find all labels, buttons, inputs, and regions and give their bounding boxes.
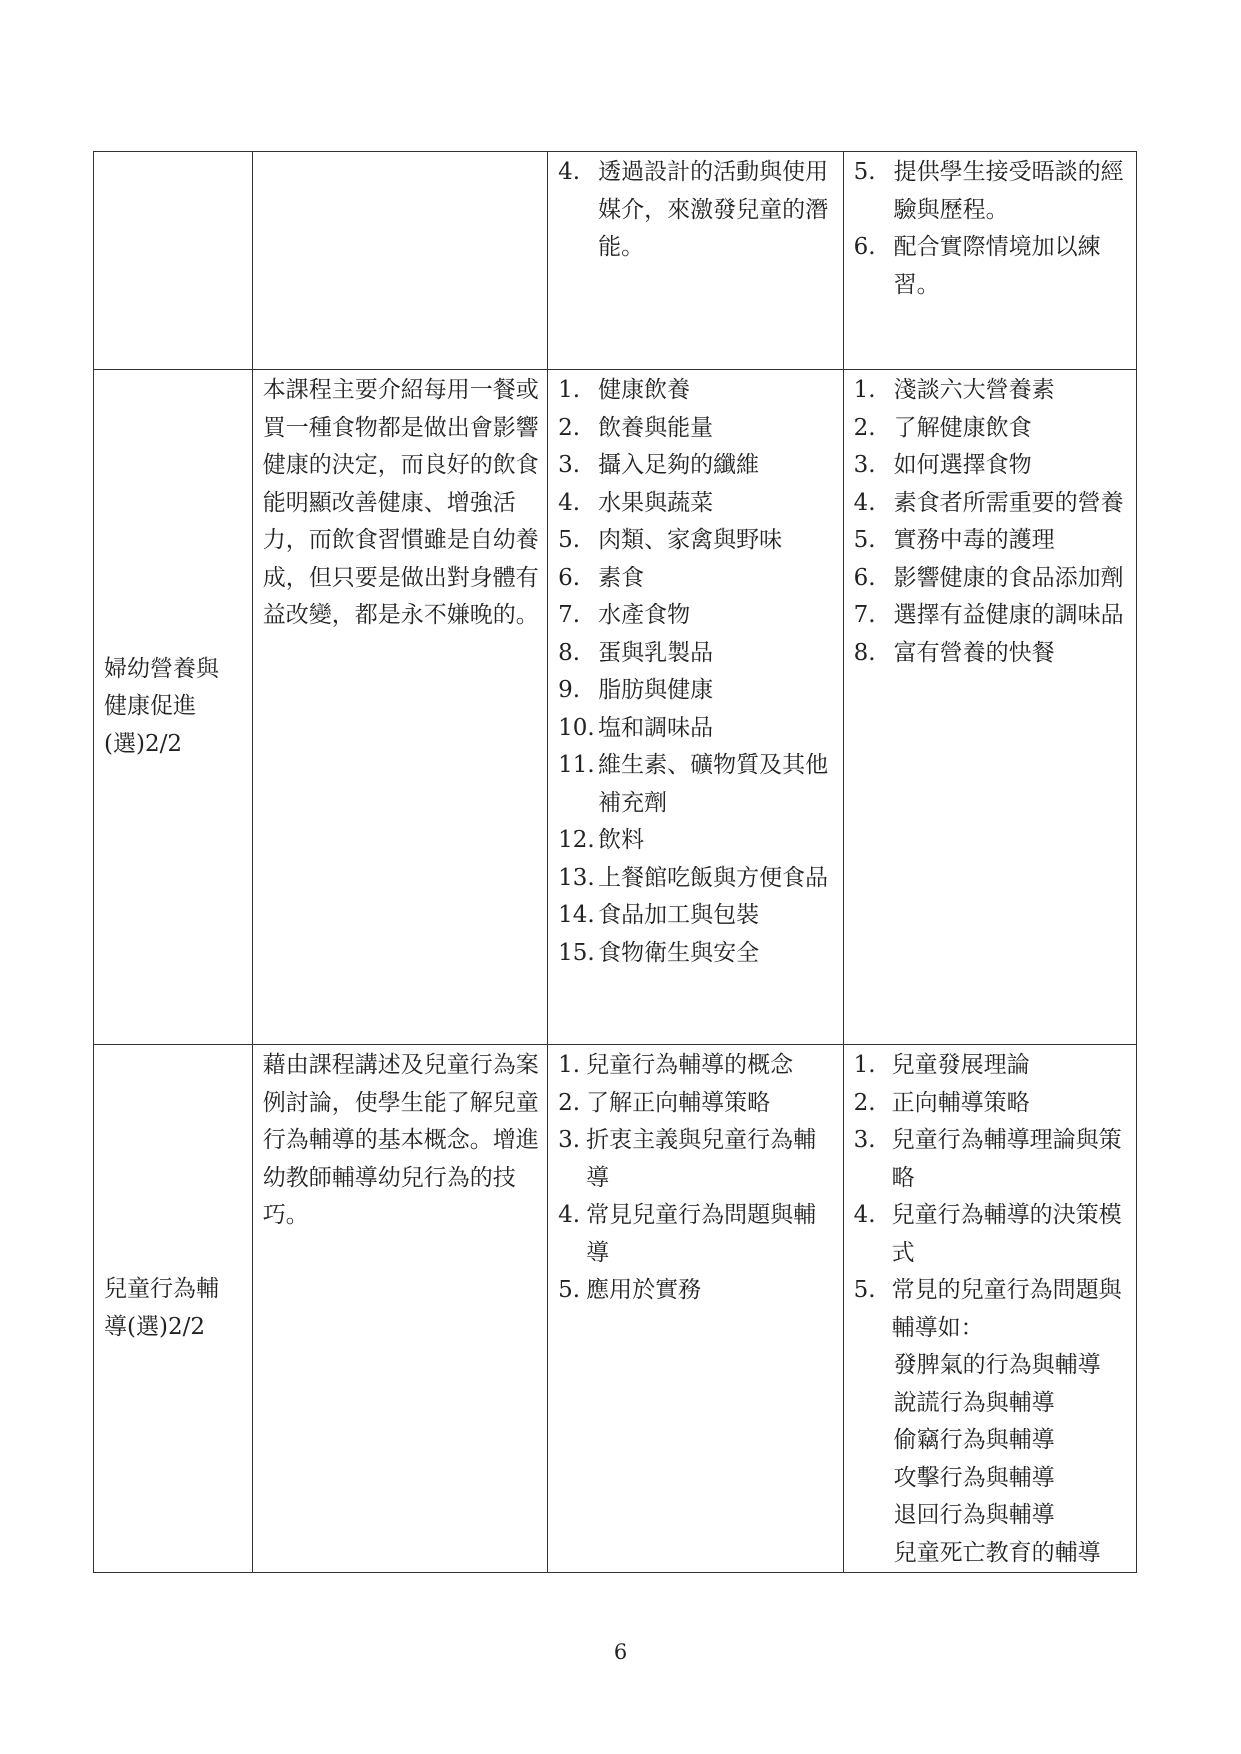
course-name-cell: 兒童行為輔導(選)2/2 bbox=[94, 1045, 253, 1573]
list-item: 3. 兒童行為輔導理論與策略 bbox=[853, 1127, 1122, 1191]
table-row bbox=[94, 152, 1137, 370]
list-item: 5. 應用於實務 bbox=[558, 1277, 702, 1303]
page-number: 6 bbox=[613, 1640, 628, 1664]
course-description-cell bbox=[252, 152, 547, 370]
course-description-cell: 本課程主要介紹每用一餐或買一種食物都是做出會影響健康的決定，而良好的飲食能明顯改善健康、增強活力，而飲食習慣雖是自幼養成，但只要是做出對身體有益改變，都是永不嫌晚的。 bbox=[252, 370, 547, 1045]
list-item: 1. 淺談六大營養素 bbox=[853, 377, 1055, 403]
topics-cell bbox=[548, 370, 843, 1045]
list-item: 6. 素食 bbox=[558, 564, 645, 591]
list-item: 1. 兒童發展理論 bbox=[853, 1052, 1030, 1078]
list-item: 12. 飲料 bbox=[558, 827, 645, 853]
list-item: 8. 富有營養的快餐 bbox=[853, 639, 1055, 666]
list-item: 13. 上餐館吃飯與方便食品 bbox=[558, 864, 829, 891]
list-item: 6. 配合實際情境加以練習。 bbox=[853, 234, 1101, 298]
sub-item: 偷竊行為與輔導 bbox=[893, 1427, 1055, 1453]
table-row bbox=[94, 1045, 1137, 1573]
sub-item: 說謊行為與輔導 bbox=[893, 1389, 1055, 1416]
list-item: 7. 選擇有益健康的調味品 bbox=[853, 602, 1124, 628]
list-item: 8. 蛋與乳製品 bbox=[558, 639, 714, 666]
list-item: 4. 水果與蔬菜 bbox=[558, 489, 714, 516]
topics-cell bbox=[548, 152, 843, 370]
list-item: 7. 水產食物 bbox=[558, 602, 691, 628]
course-description-cell: 藉由課程講述及兒童行為案例討論，使學生能了解兒童行為輔導的基本概念。增進幼教師輔導幼兒行為的技巧。 bbox=[252, 1045, 547, 1573]
list-item: 5. 肉類、家禽與野味 bbox=[558, 527, 783, 553]
content-cell bbox=[843, 152, 1136, 370]
list-item: 4. 常見兒童行為問題與輔導 bbox=[558, 1202, 817, 1266]
list-item: 2. 飲養與能量 bbox=[558, 414, 714, 441]
sub-item: 發脾氣的行為與輔導 bbox=[893, 1352, 1101, 1378]
list-item: 1. 兒童行為輔導的概念 bbox=[558, 1052, 794, 1078]
list-item: 14. 食品加工與包裝 bbox=[558, 902, 760, 928]
list-item: 3. 攝入足夠的纖維 bbox=[558, 452, 760, 478]
list-item: 4. 素食者所需重要的營養 bbox=[853, 489, 1124, 516]
sub-item: 兒童死亡教育的輔導 bbox=[893, 1539, 1101, 1566]
list-item: 2. 正向輔導策略 bbox=[853, 1089, 1030, 1116]
list-item: 1. 健康飲養 bbox=[558, 377, 691, 403]
list-item: 10. 塩和調味品 bbox=[558, 714, 714, 741]
list-item: 3. 如何選擇食物 bbox=[853, 452, 1032, 478]
list-item: 5. 實務中毒的護理 bbox=[853, 527, 1055, 553]
course-name-cell bbox=[94, 152, 253, 370]
list-item: 2. 了解正向輔導策略 bbox=[558, 1089, 771, 1116]
list-item: 3. 折衷主義與兒童行為輔導 bbox=[558, 1127, 817, 1191]
list-item: 5. 提供學生接受晤談的經驗與歷程。 bbox=[853, 159, 1124, 223]
sub-item: 退回行為與輔導 bbox=[893, 1502, 1055, 1528]
list-item: 11. 維生素、礦物質及其他補充劑 bbox=[558, 752, 829, 816]
course-name-cell: 婦幼營養與健康促進(選)2/2 bbox=[94, 370, 253, 1045]
list-item: 15. 食物衛生與安全 bbox=[558, 939, 760, 966]
list-item: 9. 脂肪與健康 bbox=[558, 677, 714, 703]
list-item: 4. 兒童行為輔導的決策模式 bbox=[853, 1202, 1122, 1266]
topics-cell bbox=[548, 1045, 843, 1573]
table-row bbox=[94, 370, 1137, 1045]
content-cell bbox=[843, 370, 1136, 1045]
list-item: 4. 透過設計的活動與使用媒介，來激發兒童的潛能。 bbox=[558, 159, 829, 260]
list-item: 5. 常見的兒童行為問題與輔導如： bbox=[853, 1277, 1122, 1341]
content-cell bbox=[843, 1045, 1136, 1573]
course-table bbox=[93, 151, 1137, 1573]
sub-item: 攻擊行為與輔導 bbox=[893, 1464, 1055, 1491]
list-item: 6. 影響健康的食品添加劑 bbox=[853, 564, 1124, 591]
list-item: 2. 了解健康飲食 bbox=[853, 414, 1032, 441]
